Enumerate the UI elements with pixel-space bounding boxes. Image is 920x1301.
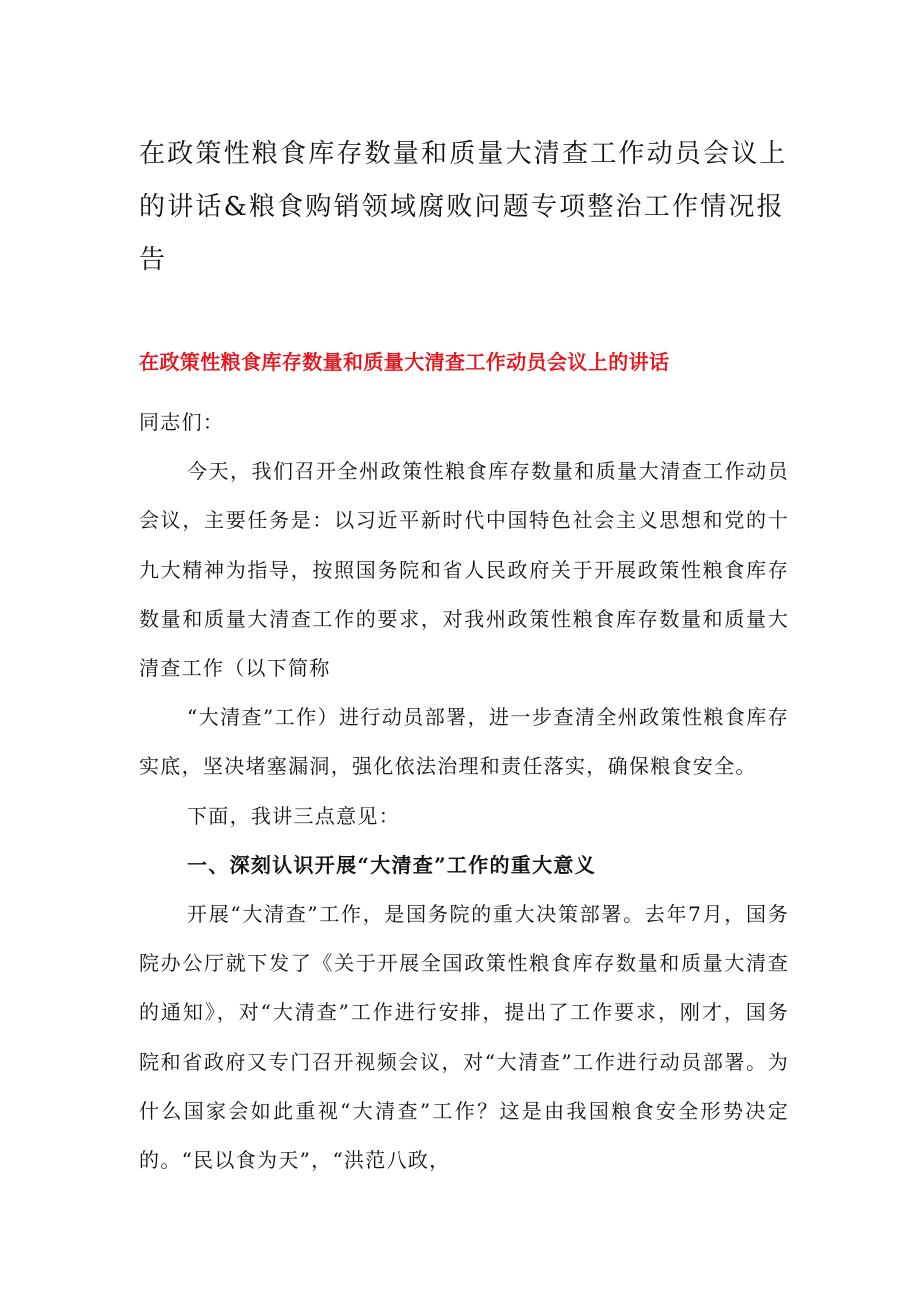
salutation: 同志们： bbox=[139, 410, 225, 434]
paragraph-intro bbox=[139, 447, 789, 791]
paragraph-section1: 开展“大清查”工作，是国务院的重大决策部署。去年7月，国务院办公厅就下发了《关于开展全国政策性粮食库存数量和质量大清查的通知》，对“大清查”工作进行安排，提出了工作要求，刚才，国务院和省政府又专门召开视频会议，对“大清查”工作进行动员部署。为什么国家会如此重视“大清查”工作？这是由我国粮食安全形势决定的。“民以食为天”，“洪范八政， bbox=[139, 902, 789, 1173]
paragraph-intro-part1: 今天，我们召开全州政策性粮食库存数量和质量大清查工作动员会议，主要任务是：以习近平新时代中国特色社会主义思想和党的十九大精神为指导，按照国务院和省人民政府关于开展政策性粮食库存数量和质量大清查工作的要求，对我州政策性粮食库存数量和质量大清查工作（以下简称 bbox=[139, 459, 789, 681]
paragraph-outline: 下面，我讲三点意见： bbox=[187, 803, 400, 828]
document-body bbox=[139, 398, 789, 1185]
document-title: 在政策性粮食库存数量和质量大清查工作动员会议上的讲话&粮食购销领域腐败问题专项整治工作情况报告 bbox=[139, 139, 788, 275]
speech-title: 在政策性粮食库存数量和质量大清查工作动员会议上的讲话 bbox=[139, 350, 670, 374]
section-heading-1: 一、深刻认识开展“大清查”工作的重大意义 bbox=[187, 852, 597, 877]
paragraph-intro-part2: “大清查”工作）进行动员部署，进一步查清全州政策性粮食库存实底，坚决堵塞漏洞，强化依法治理和责任落实，确保粮食安全。 bbox=[139, 705, 789, 779]
